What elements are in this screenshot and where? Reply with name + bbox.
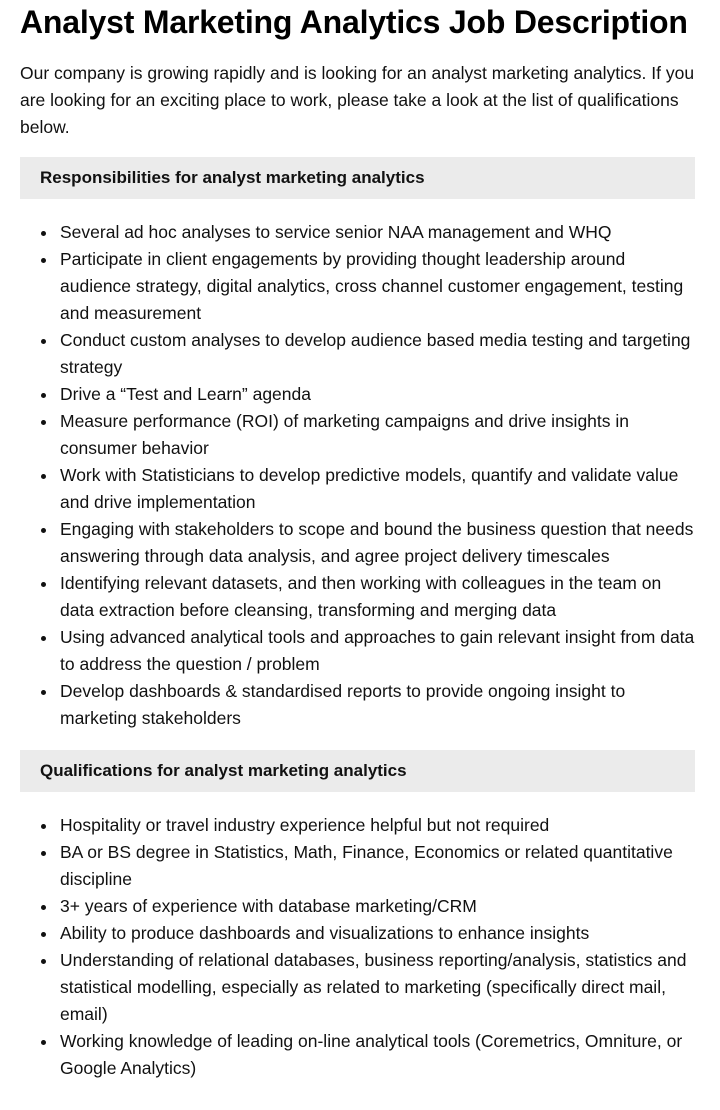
bullet-icon xyxy=(41,582,46,587)
bullet-icon xyxy=(41,1040,46,1045)
list-item: Participate in client engagements by providing thought leadership around audience strategy, digital analytics, cross channel customer engagement, testing and measurement xyxy=(60,246,695,327)
responsibilities-header: Responsibilities for analyst marketing analytics xyxy=(20,157,695,199)
bullet-icon xyxy=(41,959,46,964)
bullet-icon xyxy=(41,339,46,344)
bullet-icon xyxy=(41,393,46,398)
bullet-icon xyxy=(41,231,46,236)
list-item: Ability to produce dashboards and visualizations to enhance insights xyxy=(60,920,695,947)
bullet-icon xyxy=(41,474,46,479)
bullet-icon xyxy=(41,905,46,910)
list-item: Develop dashboards & standardised reports to provide ongoing insight to marketing stakeholders xyxy=(60,678,695,732)
bullet-icon xyxy=(41,420,46,425)
list-item: Measure performance (ROI) of marketing campaigns and drive insights in consumer behavior xyxy=(60,408,695,462)
list-item: Drive a “Test and Learn” agenda xyxy=(60,381,695,408)
list-item: BA or BS degree in Statistics, Math, Finance, Economics or related quantitative discipline xyxy=(60,839,695,893)
list-item: Hospitality or travel industry experience helpful but not required xyxy=(60,812,695,839)
list-item: Understanding of relational databases, business reporting/analysis, statistics and statistical modelling, especially as related to marketing (specifically direct mail, email) xyxy=(60,947,695,1028)
qualifications-header: Qualifications for analyst marketing analytics xyxy=(20,750,695,792)
bullet-icon xyxy=(41,636,46,641)
responsibilities-list xyxy=(20,219,695,732)
bullet-icon xyxy=(41,932,46,937)
list-item: Engaging with stakeholders to scope and bound the business question that needs answering through data analysis, and agree project delivery timescales xyxy=(60,516,695,570)
list-item: Conduct custom analyses to develop audience based media testing and targeting strategy xyxy=(60,327,695,381)
qualifications-list xyxy=(20,812,695,1082)
bullet-icon xyxy=(41,258,46,263)
bullet-icon xyxy=(41,824,46,829)
bullet-icon xyxy=(41,851,46,856)
list-item: 3+ years of experience with database marketing/CRM xyxy=(60,893,695,920)
list-item: Several ad hoc analyses to service senior NAA management and WHQ xyxy=(60,219,695,246)
list-item: Using advanced analytical tools and approaches to gain relevant insight from data to address the question / problem xyxy=(60,624,695,678)
bullet-icon xyxy=(41,690,46,695)
list-item: Work with Statisticians to develop predictive models, quantify and validate value and drive implementation xyxy=(60,462,695,516)
list-item: Working knowledge of leading on-line analytical tools (Coremetrics, Omniture, or Google Analytics) xyxy=(60,1028,695,1082)
page-title: Analyst Marketing Analytics Job Description xyxy=(20,4,688,40)
list-item: Identifying relevant datasets, and then working with colleagues in the team on data extraction before cleansing, transforming and merging data xyxy=(60,570,695,624)
intro-paragraph: Our company is growing rapidly and is looking for an analyst marketing analytics. If you are looking for an exciting place to work, please take a look at the list of qualifications below. xyxy=(20,63,695,137)
bullet-icon xyxy=(41,528,46,533)
